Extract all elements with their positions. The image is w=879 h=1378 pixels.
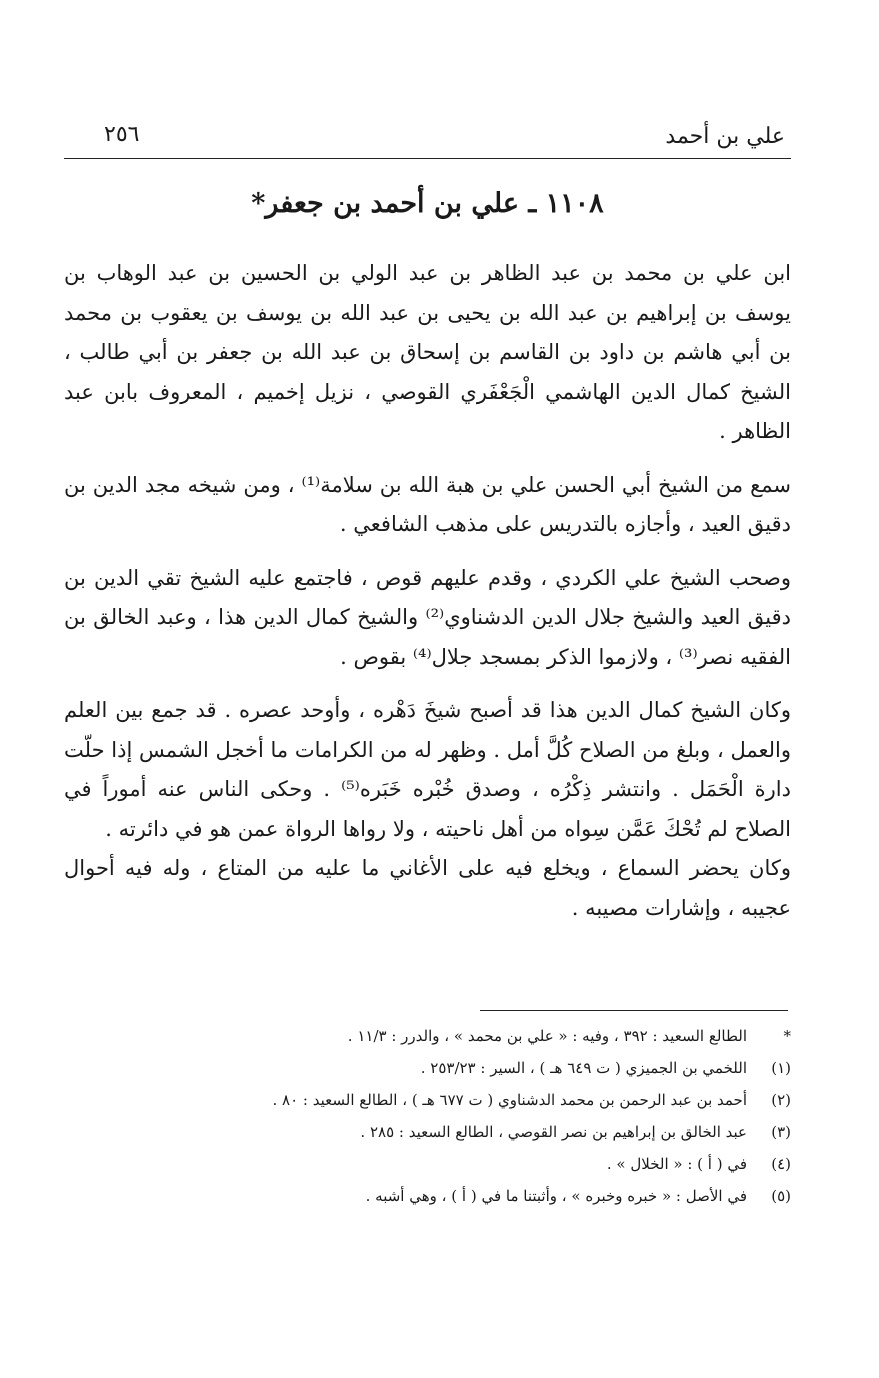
paragraph-virtues: وكان الشيخ كمال الدين هذا قد أصبح شيخَ دَهْره ، وأوحد عصره . قد جمع بين العلم والعمل ، وبلغ من الصلاح كُلَّ أمل . وظهر له من الكرامات ما أخجل الشمس إذا حلّت دارة الْحَمَل . وانتشر ذِكْرُه ، وصدق خُبْره خَبَره⁽⁵⁾ . وحكى الناس عنه أموراً في الصلاح لم تُحْكَ عَمَّن سِواه من أهل ناحيته ، ولا رواها الرواة عمن هو في دائرته . — [64, 698, 791, 841]
footnote-marker: (٣) — [771, 1123, 791, 1141]
footnote-marker: (٢) — [771, 1091, 791, 1109]
footnote-marker: * — [783, 1027, 791, 1045]
running-title: علي بن أحمد — [665, 124, 785, 149]
footnote-text: اللخمي بن الجميزي ( ت ٦٤٩ هـ ) ، السير : ٢٥٣/٢٣ . — [420, 1059, 747, 1077]
footnote-text: الطالع السعيد : ٣٩٢ ، وفيه : « علي بن محمد » ، والدرر : ١١/٣ . — [347, 1027, 747, 1045]
footnote-marker: (١) — [771, 1059, 791, 1077]
paragraph-companions: وصحب الشيخ علي الكردي ، وقدم عليهم قوص ، فاجتمع عليه الشيخ تقي الدين بن دقيق العيد والشيخ جلال الدين الدشناوي⁽²⁾ والشيخ كمال الدين هذا ، وعبد الخالق بن الفقيه نصر⁽³⁾ ، ولازموا الذكر بمسجد جلال⁽⁴⁾ بقوص . — [64, 565, 791, 669]
paragraph-study: سمع من الشيخ أبي الحسن علي بن هبة الله بن سلامة⁽¹⁾ ، ومن شيخه مجد الدين بن دقيق العيد ، وأجازه بالتدريس على مذهب الشافعي . — [64, 472, 791, 536]
footnote-text: عبد الخالق بن إبراهيم بن نصر القوصي ، الطالع السعيد : ٢٨٥ . — [360, 1123, 747, 1141]
paragraph-sama: وكان يحضر السماع ، ويخلع فيه على الأغاني ما عليه من المتاع ، وله فيه أحوال عجيبه ، وإشارات مصيبه . — [64, 856, 791, 920]
footnote-source — [64, 1020, 791, 1052]
running-header — [64, 118, 791, 159]
footnote-text: أحمد بن عبد الرحمن بن محمد الدشناوي ( ت ٦٧٧ هـ ) ، الطالع السعيد : ٨٠ . — [272, 1091, 747, 1109]
entry-title: ١١٠٨ ـ علي بن أحمد بن جعفر* — [251, 188, 604, 219]
footnote-2 — [64, 1084, 791, 1116]
footnote-text: في الأصل : « خبره وخبره » ، وأثبتنا ما في ( أ ) ، وهي أشبه . — [365, 1187, 747, 1205]
paragraph-lineage: ابن علي بن محمد بن عبد الظاهر بن عبد الولي بن الحسين بن عبد الوهاب بن يوسف بن إبراهيم بن عبد الله بن يحيى بن عبد الله بن يوسف بن يعقوب بن محمد بن أبي هاشم بن داود بن القاسم بن إسحاق بن عبد الله بن جعفر بن أبي طالب ، الشيخ كمال الدين الهاشمي الْجَعْفَري القوصي ، نزيل إخميم ، المعروف بابن عبد الظاهر . — [64, 261, 791, 443]
footnote-1 — [64, 1052, 791, 1084]
footnote-4 — [64, 1148, 791, 1180]
footnotes — [64, 1020, 791, 1212]
footnote-text: في ( أ ) : « الخلال » . — [606, 1155, 747, 1173]
entry-body — [64, 254, 791, 942]
footnote-marker: (٤) — [771, 1155, 791, 1173]
footnote-separator — [480, 1010, 788, 1011]
footnote-3 — [64, 1116, 791, 1148]
footnote-marker: (٥) — [771, 1187, 791, 1205]
footnote-5 — [64, 1180, 791, 1212]
page-number: ٢٥٦ — [104, 122, 140, 147]
